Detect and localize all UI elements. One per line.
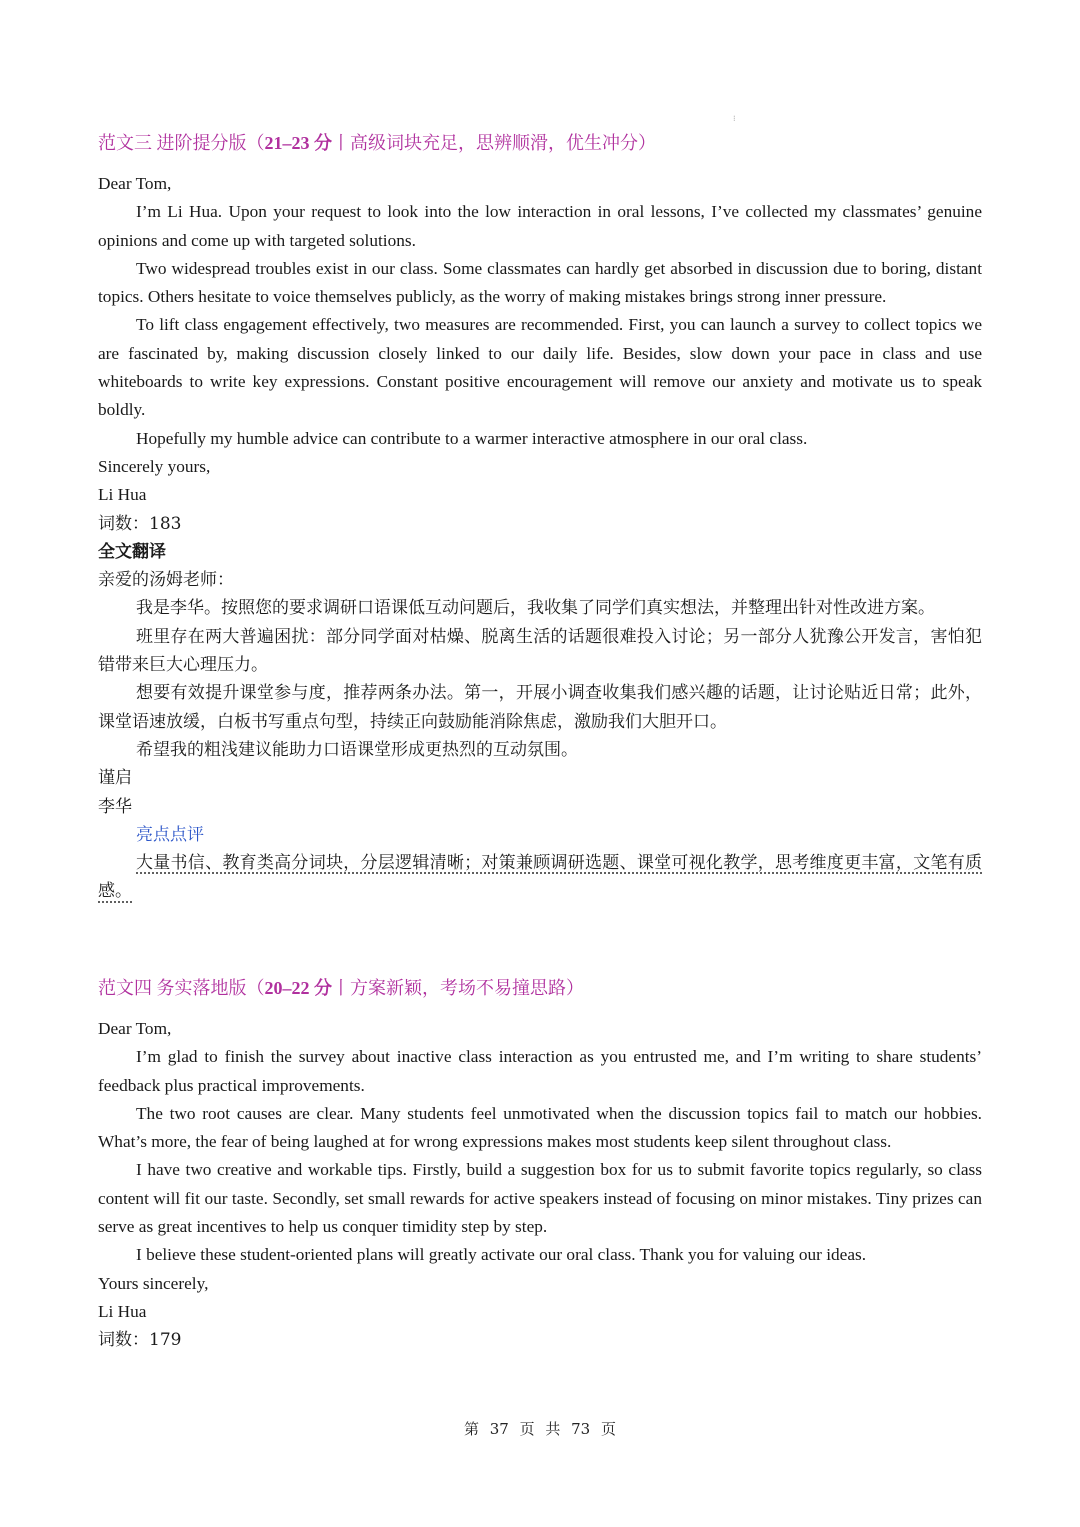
essay4-paragraph-2: The two root causes are clear. Many students feel unmotivated when the discussion topics fail to match our hobbies. What’s more, the fear of being laughed at for wrong expressions makes most students keep silent throughout class. <box>98 1103 982 1152</box>
essay4-closing: Yours sincerely, <box>98 1273 209 1293</box>
essay4-paragraph-4: I believe these student-oriented plans will greatly activate our oral class. Thank you for valuing our ideas. <box>136 1245 867 1265</box>
translation-paragraph-4: 希望我的粗浅建议能助力口语课堂形成更热烈的互动氛围。 <box>136 739 578 760</box>
translation-signature: 李华 <box>98 796 132 817</box>
essay3-heading-suffix: 丨高级词块充足，思辨顺滑，优生冲分） <box>332 133 656 153</box>
translation-paragraph-3: 想要有效提升课堂参与度，推荐两条办法。第一，开展小调查收集我们感兴趣的话题，让讨论贴近日常；此外，课堂语速放缓，白板书写重点句型，持续正向鼓励能消除焦虑，激励我们大胆开口。 <box>98 683 982 732</box>
translation-paragraph-1: 我是李华。按照您的要求调研口语课低互动问题后，我收集了同学们真实想法，并整理出针对性改进方案。 <box>136 598 935 619</box>
essay3-paragraph-1: I’m Li Hua. Upon your request to look into the low interaction in oral lessons, I’ve collected my classmates’ genuine opinions and come up with targeted solutions. <box>98 202 982 250</box>
translation-title: 全文翻译 <box>98 541 166 562</box>
essay3-greeting: Dear Tom, <box>98 174 172 193</box>
essay4-heading-prefix: 范文四 务实落地版（ <box>98 978 265 998</box>
translation-greeting: 亲爱的汤姆老师： <box>98 570 234 591</box>
essay3-word-count: 词数：183 <box>98 513 182 534</box>
highlights-title: 亮点点评 <box>136 824 204 845</box>
page-footer: 第 37 页 共 73 页 <box>463 1420 616 1438</box>
essay4-paragraph-1: I’m glad to finish the survey about inactive class interaction as you entrusted me, and I’m writing to share students’ feedback plus practical improvements. <box>98 1047 982 1095</box>
essay4-heading <box>98 976 982 1000</box>
essay4-heading-suffix: 丨方案新颖，考场不易撞思路） <box>332 978 584 998</box>
essay3-paragraph-3: To lift class engagement effectively, two measures are recommended. First, you can launch a survey to collect topics we are fascinated by, making discussion closely linked to our daily life. Besides, slow down your pace in class and use whiteboards to write key expressions. Constant positive encouragement will remove our anxiety and motivate us to speak boldly. <box>98 315 982 420</box>
essay3-signature: Li Hua <box>98 485 147 505</box>
essay4-paragraph-3: I have two creative and workable tips. Firstly, build a suggestion box for us to submit favorite topics regularly, so class content will fit our taste. Secondly, set small rewards for active speakers instead of focusing on minor mistakes. Tiny prizes can serve as great incentives to help us conquer timidity step by step. <box>98 1160 982 1237</box>
highlights-comment-text: 大量书信、教育类高分词块，分层逻辑清晰；对策兼顾调研选题、课堂可视化教学，思考维度更丰富，文笔有质感。 <box>98 853 982 902</box>
essay4-signature: Li Hua <box>98 1301 147 1321</box>
essay3-heading-score: 21–23 分 <box>264 133 332 153</box>
translation-closing: 谨启 <box>98 768 132 789</box>
essay3-closing: Sincerely yours, <box>98 456 211 476</box>
essay4-word-count: 词数：179 <box>98 1330 182 1351</box>
essay3-heading-prefix: 范文三 进阶提分版（ <box>98 133 265 153</box>
essay3-paragraph-4: Hopefully my humble advice can contribute to a warmer interactive atmosphere in our oral class. <box>136 428 808 448</box>
essay3-heading <box>98 131 982 155</box>
essay3-body <box>98 170 982 906</box>
highlights-comment <box>98 849 982 906</box>
essay4-body <box>98 1015 982 1355</box>
essay4-greeting: Dear Tom, <box>98 1019 172 1038</box>
essay4-heading-score: 20–22 分 <box>264 978 332 998</box>
translation-paragraph-2: 班里存在两大普遍困扰：部分同学面对枯燥、脱离生活的话题很难投入讨论；另一部分人犹豫公开发言，害怕犯错带来巨大心理压力。 <box>98 626 982 676</box>
margin-mark: ⁝ <box>733 114 736 123</box>
essay3-paragraph-2: Two widespread troubles exist in our class. Some classmates can hardly get absorbed in discussion due to boring, distant topics. Others hesitate to voice themselves publicly, as the worry of making mistakes brings strong inner pressure. <box>98 258 982 307</box>
